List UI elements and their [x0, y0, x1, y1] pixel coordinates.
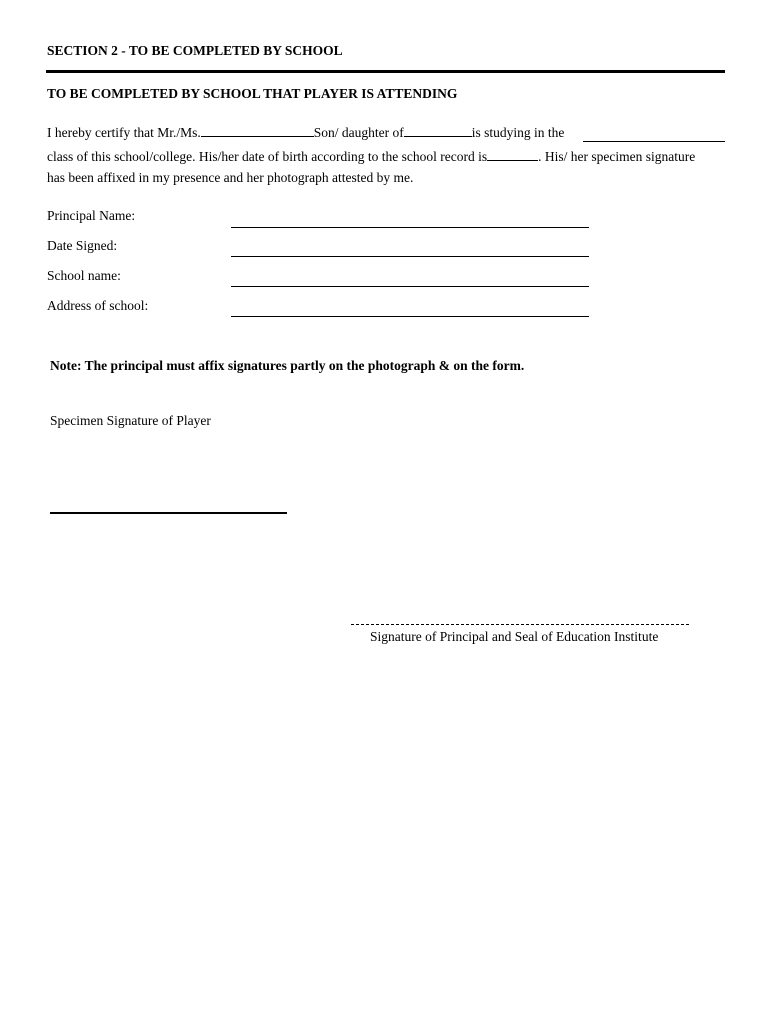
- section-divider: [46, 70, 725, 73]
- player-name-blank[interactable]: [201, 123, 314, 137]
- certificate-line-2: [47, 147, 695, 165]
- school-address-field[interactable]: [231, 316, 589, 317]
- certificate-text-2a: class of this school/college. His/her date of birth according to the school record is: [47, 149, 488, 164]
- section-heading: SECTION 2 - TO BE COMPLETED BY SCHOOL: [47, 43, 343, 58]
- certificate-line-1: [47, 123, 564, 141]
- certificate-text-1c: is studying in the: [471, 125, 565, 140]
- principal-name-label: Principal Name:: [47, 208, 136, 223]
- date-of-birth-blank[interactable]: [487, 147, 538, 161]
- school-name-label: School name:: [47, 268, 121, 283]
- certificate-text-2b: . His/ her specimen signature: [538, 149, 696, 164]
- principal-note: Note: The principal must affix signatures partly on the photograph & on the form.: [50, 358, 525, 373]
- class-blank[interactable]: [583, 141, 725, 142]
- player-signature-line[interactable]: [50, 512, 287, 514]
- player-signature-label: Specimen Signature of Player: [50, 413, 211, 428]
- sub-heading: TO BE COMPLETED BY SCHOOL THAT PLAYER IS ATTENDING: [47, 86, 458, 101]
- school-address-label: Address of school:: [47, 298, 149, 313]
- date-signed-label: Date Signed:: [47, 238, 118, 253]
- principal-signature-line[interactable]: [351, 624, 689, 625]
- date-signed-field[interactable]: [231, 256, 589, 257]
- principal-name-field[interactable]: [231, 227, 589, 228]
- parent-name-blank[interactable]: [404, 123, 472, 137]
- school-name-field[interactable]: [231, 286, 589, 287]
- certificate-text-1a: I hereby certify that Mr./Ms.: [47, 125, 201, 140]
- principal-signature-label: Signature of Principal and Seal of Education Institute: [370, 629, 659, 644]
- certificate-line-3: has been affixed in my presence and her photograph attested by me.: [47, 170, 414, 185]
- certificate-text-1b: Son/ daughter of: [313, 125, 404, 140]
